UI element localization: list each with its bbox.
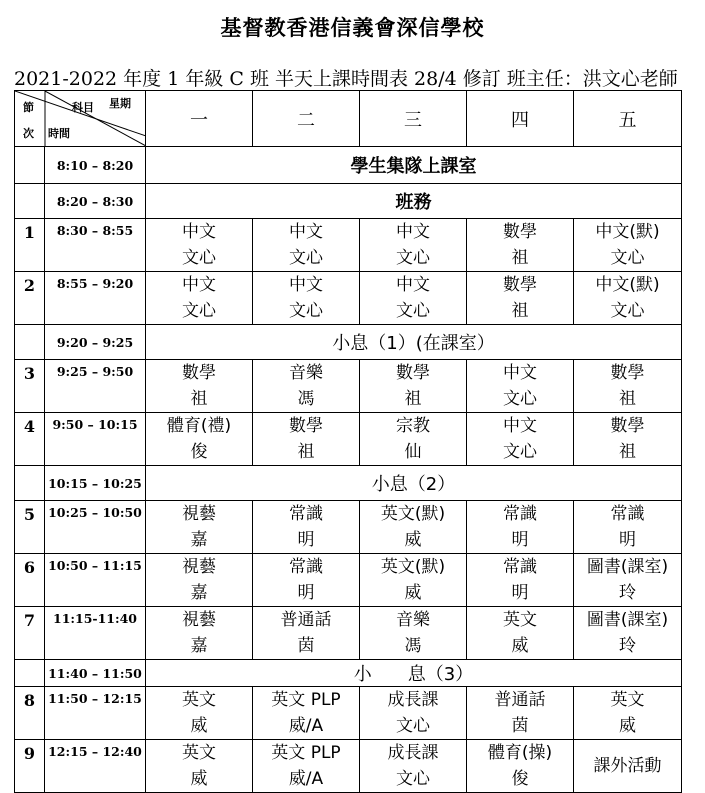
subject-name: 中文 — [396, 275, 430, 295]
lesson-row — [15, 272, 682, 325]
subject-name: 英文(默) — [380, 504, 446, 524]
lesson-cell — [360, 413, 467, 466]
teacher-name: 文心 — [289, 248, 323, 268]
day-header-mon: 一 — [146, 91, 253, 147]
subject-name: 數學 — [396, 363, 430, 383]
homeroom-activity: 班務 — [146, 184, 682, 219]
teacher-name: 茵 — [297, 636, 315, 656]
lesson-cell — [467, 360, 574, 413]
period-time: 8:55 – 9:20 — [45, 272, 146, 325]
period-time: 10:50 – 11:15 — [45, 554, 146, 607]
period-number: 5 — [15, 501, 45, 554]
subject-name: 常識 — [610, 504, 645, 524]
subject-name: 成長課 — [387, 743, 439, 763]
break-label: 小 息（3） — [146, 660, 682, 687]
lesson-cell — [253, 413, 360, 466]
lesson-cell — [253, 740, 360, 793]
period-number: 3 — [15, 360, 45, 413]
subject-name: 英文 PLP — [271, 690, 341, 710]
subject-name: 中文 — [289, 222, 323, 242]
period-time: 9:25 – 9:50 — [45, 360, 146, 413]
lesson-row — [15, 360, 682, 413]
homeroom-row — [15, 184, 682, 219]
period-number: 4 — [15, 413, 45, 466]
lesson-cell — [467, 607, 574, 660]
teacher-name: 茵 — [511, 716, 529, 736]
lesson-cell — [146, 272, 253, 325]
teacher-name: 文心 — [396, 301, 430, 321]
subject-name: 普通話 — [494, 690, 546, 710]
lesson-row — [15, 554, 682, 607]
header-row — [15, 91, 682, 147]
teacher-name: 祖 — [297, 442, 315, 462]
lesson-cell — [574, 219, 682, 272]
lesson-cell — [253, 607, 360, 660]
lesson-row — [15, 413, 682, 466]
break-row — [15, 466, 682, 501]
subject-name: 數學 — [503, 222, 537, 242]
lesson-cell — [574, 607, 682, 660]
lesson-cell — [360, 360, 467, 413]
period-time: 8:20 – 8:30 — [45, 184, 146, 219]
period-time: 10:25 – 10:50 — [45, 501, 146, 554]
lesson-cell — [574, 272, 682, 325]
subject-name: 常識 — [503, 557, 537, 577]
period-number — [15, 325, 45, 360]
subject-name: 英文 — [503, 610, 537, 630]
period-number: 1 — [15, 219, 45, 272]
subject-name: 課外活動 — [593, 756, 662, 776]
subject-name: 中文(默) — [595, 222, 660, 242]
corner-order-label: 次 — [23, 127, 34, 140]
corner-header-cell — [15, 91, 146, 147]
subject-name: 常識 — [289, 557, 323, 577]
lesson-cell — [467, 501, 574, 554]
period-time: 11:50 – 12:15 — [45, 687, 146, 740]
subject-name: 中文 — [396, 222, 430, 242]
teacher-name: 嘉 — [190, 530, 208, 550]
period-time: 8:30 – 8:55 — [45, 219, 146, 272]
period-number: 9 — [15, 740, 45, 793]
teacher-name: 明 — [297, 583, 315, 603]
lesson-cell — [574, 554, 682, 607]
period-time: 9:50 – 10:15 — [45, 413, 146, 466]
period-time: 9:20 – 9:25 — [45, 325, 146, 360]
subject-name: 音樂 — [289, 363, 323, 383]
subject-name: 中文 — [503, 363, 537, 383]
lesson-cell — [253, 272, 360, 325]
lesson-row — [15, 740, 682, 793]
teacher-name: 玲 — [619, 636, 636, 656]
lesson-cell — [146, 554, 253, 607]
teacher-name: 威 — [619, 716, 636, 736]
day-header-tue: 二 — [253, 91, 360, 147]
corner-time-label: 時間 — [48, 127, 70, 140]
period-number — [15, 466, 45, 501]
period-number: 2 — [15, 272, 45, 325]
lesson-cell — [146, 501, 253, 554]
teacher-name: 文心 — [610, 248, 645, 268]
teacher-name: 文心 — [396, 769, 430, 789]
teacher-name: 威 — [511, 636, 529, 656]
lesson-cell — [360, 272, 467, 325]
subject-name: 中文 — [503, 416, 537, 436]
lesson-cell — [253, 554, 360, 607]
teacher-name: 文心 — [503, 442, 537, 462]
period-number — [15, 184, 45, 219]
teacher-name: 玲 — [619, 583, 636, 603]
corner-subject-label: 科目 — [72, 101, 94, 114]
teacher-name: 威/A — [288, 769, 324, 789]
subject-name: 數學 — [503, 275, 537, 295]
teacher-name: 文心 — [182, 248, 216, 268]
teacher-name: 祖 — [511, 248, 529, 268]
break-label: 小息（2） — [146, 466, 682, 501]
lesson-cell — [146, 607, 253, 660]
subject-name: 體育(禮) — [166, 416, 232, 436]
lesson-cell — [360, 554, 467, 607]
period-number — [15, 147, 45, 184]
teacher-name: 明 — [511, 583, 529, 603]
period-number: 6 — [15, 554, 45, 607]
lesson-row — [15, 687, 682, 740]
subject-name: 中文 — [289, 275, 323, 295]
break-row — [15, 325, 682, 360]
school-name: 基督教香港信義會深信學校 — [220, 16, 485, 40]
lesson-cell — [467, 687, 574, 740]
period-time: 8:10 – 8:20 — [45, 147, 146, 184]
lesson-cell — [146, 413, 253, 466]
subject-name: 數學 — [182, 363, 216, 383]
subject-name: 數學 — [610, 363, 645, 383]
period-number: 8 — [15, 687, 45, 740]
lesson-cell — [360, 607, 467, 660]
teacher-name: 嘉 — [190, 636, 208, 656]
lesson-cell — [574, 413, 682, 466]
lesson-row — [15, 501, 682, 554]
teacher-name: 威/A — [288, 716, 324, 736]
lesson-cell — [574, 740, 682, 793]
teacher-name: 祖 — [511, 301, 529, 321]
subject-name: 成長課 — [387, 690, 439, 710]
teacher-name: 嘉 — [190, 583, 208, 603]
period-time: 10:15 – 10:25 — [45, 466, 146, 501]
teacher-name: 威 — [190, 769, 208, 789]
subject-name: 圖書(課室) — [586, 557, 669, 577]
lesson-cell — [360, 740, 467, 793]
teacher-name: 明 — [619, 530, 636, 550]
homeroom-activity: 學生集隊上課室 — [146, 147, 682, 184]
subject-name: 數學 — [289, 416, 323, 436]
lesson-row — [15, 219, 682, 272]
lesson-cell — [146, 687, 253, 740]
lesson-cell — [146, 360, 253, 413]
teacher-name: 文心 — [396, 248, 430, 268]
subject-name: 英文(默) — [380, 557, 446, 577]
timetable — [14, 90, 682, 793]
subject-name: 體育(操) — [487, 743, 553, 763]
subject-name: 普通話 — [280, 610, 332, 630]
corner-period-label: 節 — [23, 101, 34, 114]
teacher-name: 威 — [404, 583, 422, 603]
teacher-name: 明 — [297, 530, 315, 550]
lesson-cell — [253, 219, 360, 272]
subject-name: 數學 — [610, 416, 645, 436]
subject-name: 中文(默) — [595, 275, 660, 295]
teacher-name: 威 — [404, 530, 422, 550]
period-time: 11:15-11:40 — [45, 607, 146, 660]
teacher-name: 仙 — [404, 442, 422, 462]
subject-name: 英文 — [182, 743, 216, 763]
subject-name: 常識 — [289, 504, 323, 524]
subject-name: 英文 — [182, 690, 216, 710]
subject-name: 英文 — [610, 690, 645, 710]
teacher-name: 明 — [511, 530, 529, 550]
period-time: 11:40 – 11:50 — [45, 660, 146, 687]
day-header-wed: 三 — [360, 91, 467, 147]
teacher-name: 文心 — [396, 716, 430, 736]
lesson-cell — [467, 219, 574, 272]
teacher-name: 文心 — [289, 301, 323, 321]
subject-name: 圖書(課室) — [586, 610, 669, 630]
subject-name: 中文 — [182, 222, 216, 242]
lesson-cell — [467, 740, 574, 793]
subject-name: 宗教 — [396, 416, 430, 436]
subject-name: 英文 PLP — [271, 743, 341, 763]
lesson-cell — [253, 360, 360, 413]
subject-name: 視藝 — [182, 610, 216, 630]
teacher-name: 俊 — [511, 769, 529, 789]
teacher-name: 祖 — [404, 389, 422, 409]
corner-weekday-label: 星期 — [109, 97, 131, 110]
day-header-fri: 五 — [574, 91, 682, 147]
lesson-cell — [574, 687, 682, 740]
timetable-subtitle: 2021-2022 年度 1 年級 C 班 半天上課時間表 28/4 修訂 班主任：洪文心老師 — [14, 68, 678, 90]
lesson-cell — [467, 554, 574, 607]
teacher-name: 祖 — [619, 389, 636, 409]
subject-name: 音樂 — [396, 610, 430, 630]
teacher-name: 威 — [190, 716, 208, 736]
subject-name: 常識 — [503, 504, 537, 524]
lesson-cell — [360, 219, 467, 272]
break-label: 小息（1）(在課室） — [146, 325, 682, 360]
period-number: 7 — [15, 607, 45, 660]
subject-name: 中文 — [182, 275, 216, 295]
period-number — [15, 660, 45, 687]
subject-name: 視藝 — [182, 557, 216, 577]
lesson-cell — [253, 687, 360, 740]
teacher-name: 祖 — [190, 389, 208, 409]
teacher-name: 祖 — [619, 442, 636, 462]
lesson-cell — [467, 413, 574, 466]
teacher-name: 馮 — [297, 389, 315, 409]
lesson-cell — [574, 360, 682, 413]
lesson-cell — [467, 272, 574, 325]
teacher-name: 文心 — [503, 389, 537, 409]
teacher-name: 文心 — [182, 301, 216, 321]
teacher-name: 俊 — [190, 442, 208, 462]
homeroom-row — [15, 147, 682, 184]
day-header-thu: 四 — [467, 91, 574, 147]
period-time: 12:15 – 12:40 — [45, 740, 146, 793]
lesson-cell — [574, 501, 682, 554]
lesson-cell — [146, 219, 253, 272]
teacher-name: 馮 — [404, 636, 422, 656]
lesson-cell — [253, 501, 360, 554]
subject-name: 視藝 — [182, 504, 216, 524]
teacher-name: 文心 — [610, 301, 645, 321]
lesson-cell — [360, 501, 467, 554]
break-row — [15, 660, 682, 687]
lesson-row — [15, 607, 682, 660]
lesson-cell — [146, 740, 253, 793]
lesson-cell — [360, 687, 467, 740]
